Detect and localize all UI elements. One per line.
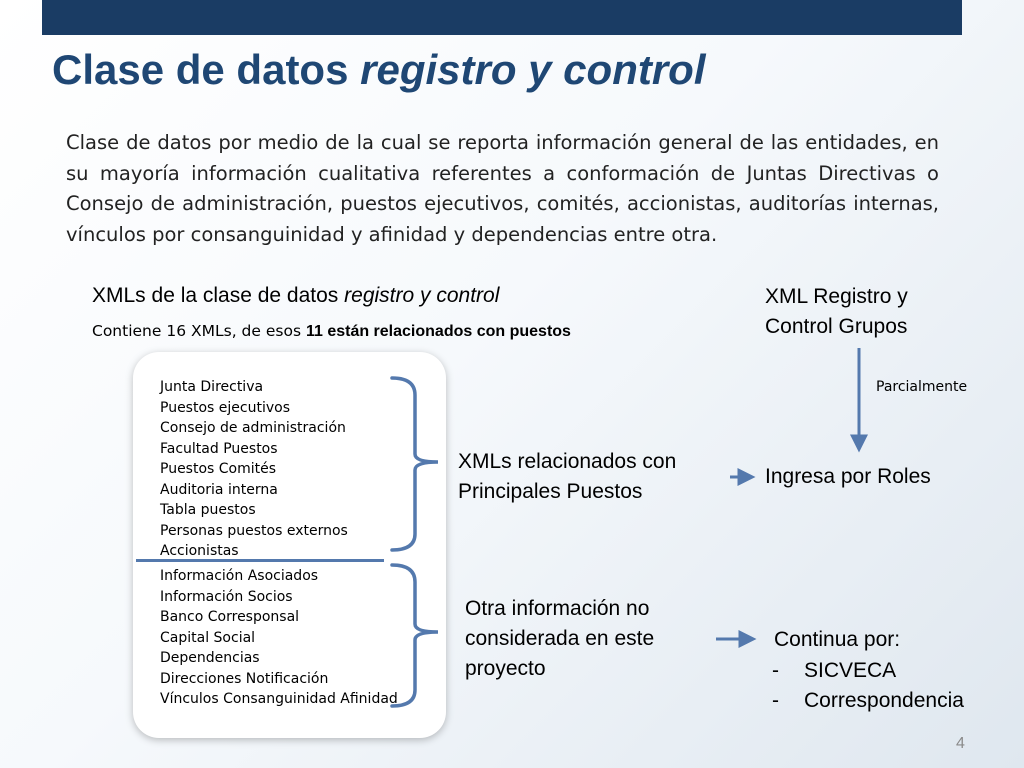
list-item: Consejo de administración [160, 420, 346, 436]
section-note: Contiene 16 XMLs, de esos 11 están relacionados con puestos [92, 322, 571, 340]
list-item: - Correspondencia [772, 686, 964, 716]
list-item: Puestos ejecutivos [160, 399, 290, 416]
list-item: Direcciones Notificación [160, 670, 329, 687]
roles-label: Ingresa por Roles [765, 465, 931, 488]
positions-brace [392, 378, 438, 550]
list-item: Información Socios [160, 588, 293, 605]
list-item: Personas puestos externos [160, 522, 348, 539]
list-item: Accionistas [160, 543, 239, 559]
other-brace [392, 565, 438, 706]
list-item: Tabla puestos [160, 502, 256, 518]
list-item: Capital Social [160, 629, 256, 646]
continua-label: Continua por: [774, 628, 901, 651]
other-group-label: Otra información no considerada en este proyecto [465, 597, 655, 680]
list-item: Facultad Puestos [160, 440, 278, 457]
list-item: Auditoria interna [160, 481, 278, 498]
slide-title: Clase de datos registro y control [52, 46, 706, 93]
xml-grupos-title: XML Registro y Control Grupos [765, 285, 908, 338]
list-item: Información Asociados [160, 568, 319, 584]
list-item: - SICVECA [772, 656, 964, 686]
list-item: Puestos Comités [160, 461, 277, 477]
list-item: Vínculos Consanguinidad Afinidad [160, 691, 398, 707]
continua-list [772, 656, 964, 716]
page-number: 4 [956, 735, 965, 752]
list-item: Dependencias [160, 650, 260, 666]
partial-label: Parcialmente [876, 379, 968, 395]
positions-group-label: XMLs relacionados con Principales Puestos [458, 450, 677, 503]
intro-paragraph: Clase de datos por medio de la cual se reporta información general de las entidades, en su mayoría información cualitativa referentes a conformación de Juntas Directivas o Consejo de administración, puestos ejecutivos, comités, accionistas, auditorías internas, vínculos por consanguinidad y afinidad y dependencias entre otra. [66, 131, 939, 246]
section-title: XMLs de la clase de datos registro y control [92, 284, 500, 307]
list-item: Junta Directiva [160, 379, 264, 395]
list-item: Banco Corresponsal [160, 609, 300, 625]
